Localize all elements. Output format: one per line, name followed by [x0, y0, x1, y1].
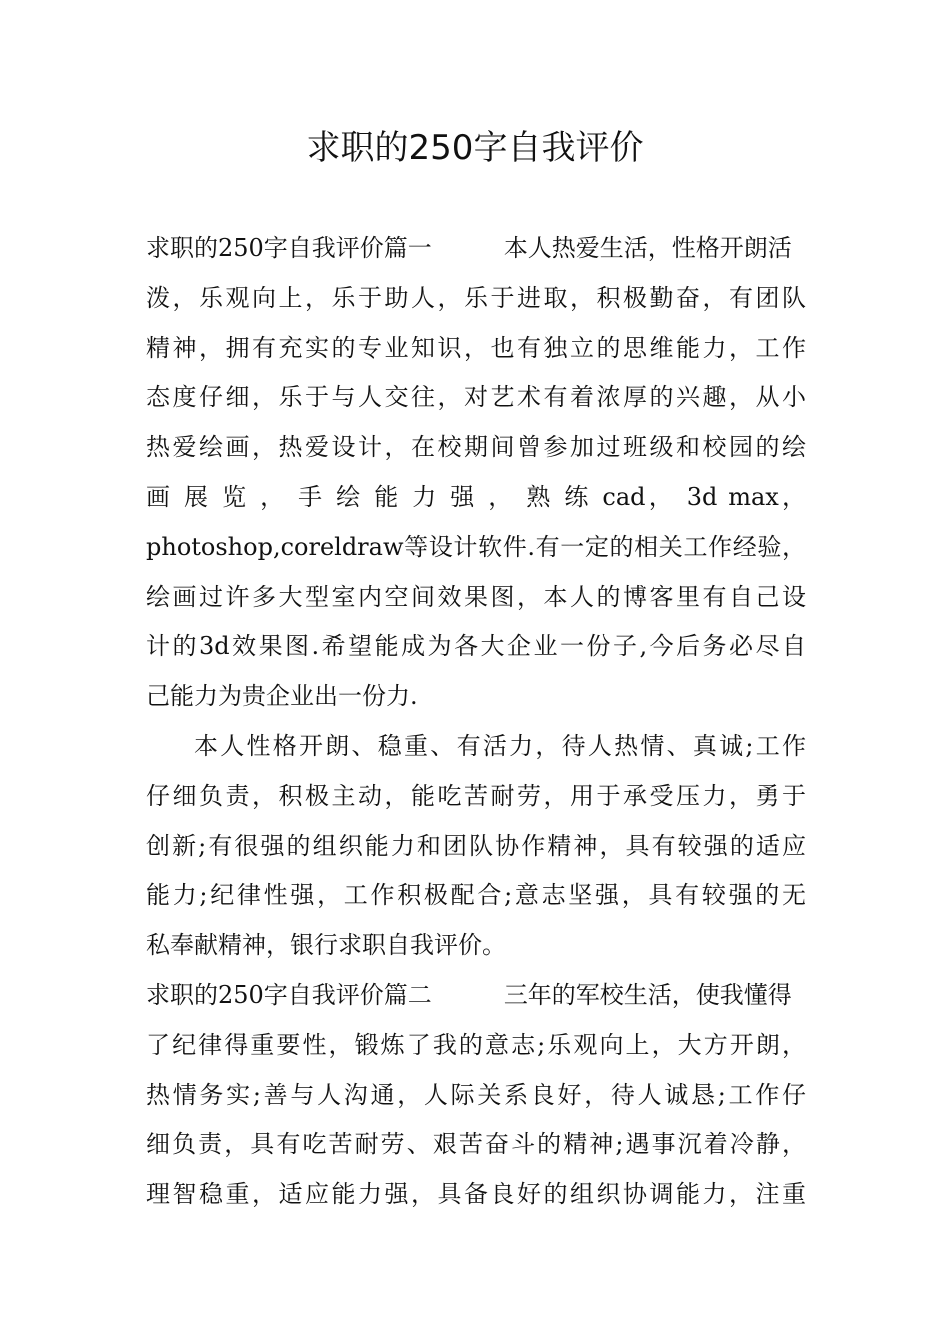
text-line-15: 私奉献精神，银行求职自我评价。	[146, 931, 506, 960]
text-line-12: 仔细负责，积极主动，能吃苦耐劳，用于承受压力，勇于	[146, 781, 806, 810]
text-line-13: 创新;有很强的组织能力和团队协作精神，具有较强的适应	[146, 831, 806, 860]
text-line-17: 了纪律得重要性，锻炼了我的意志;乐观向上，大方开朗，	[146, 1030, 806, 1059]
text-line-9: 计的3d效果图.希望能成为各大企业一份子,今后务必尽自	[146, 632, 806, 661]
text-line-7: photoshop,coreldraw等设计软件.有一定的相关工作经验，	[146, 532, 806, 561]
text-line-5: 热爱绘画，热爱设计，在校期间曾参加过班级和校园的绘	[146, 433, 806, 462]
document-body	[146, 224, 806, 1220]
text-line-4: 态度仔细，乐于与人交往，对艺术有着浓厚的兴趣，从小	[146, 383, 806, 412]
text-line-8: 绘画过许多大型室内空间效果图，本人的博客里有自己设	[146, 582, 806, 611]
text-line-10: 己能力为贵企业出一份力.	[146, 682, 418, 711]
text-line-18: 热情务实;善与人沟通，人际关系良好，待人诚恳;工作仔	[146, 1080, 806, 1109]
text-line-1: 求职的250字自我评价篇一 本人热爱生活，性格开朗活	[146, 234, 792, 262]
text-line-20: 理智稳重，适应能力强，具备良好的组织协调能力，注重	[146, 1180, 806, 1209]
text-line-14: 能力;纪律性强，工作积极配合;意志坚强，具有较强的无	[146, 881, 806, 910]
document-title: 求职的250字自我评价	[306, 128, 644, 168]
text-line-3: 精神，拥有充实的专业知识，也有独立的思维能力，工作	[146, 333, 806, 362]
section-heading-2: 求职的250字自我评价篇二	[146, 980, 432, 1009]
text-line-11: 本人性格开朗、稳重、有活力，待人热情、真诚;工作	[194, 731, 806, 760]
text-line-19: 细负责，具有吃苦耐劳、艰苦奋斗的精神;遇事沉着冷静，	[146, 1130, 806, 1159]
text-line-2: 泼，乐观向上，乐于助人，乐于进取，积极勤奋，有团队	[146, 283, 806, 312]
text-line-16: 求职的250字自我评价篇二 三年的军校生活，使我懂得	[146, 980, 792, 1009]
text-line-6: 画 展 览 ， 手 绘 能 力 强 ， 熟 练 cad， 3d max，	[146, 482, 806, 511]
section-heading-1: 求职的250字自我评价篇一	[146, 234, 432, 262]
